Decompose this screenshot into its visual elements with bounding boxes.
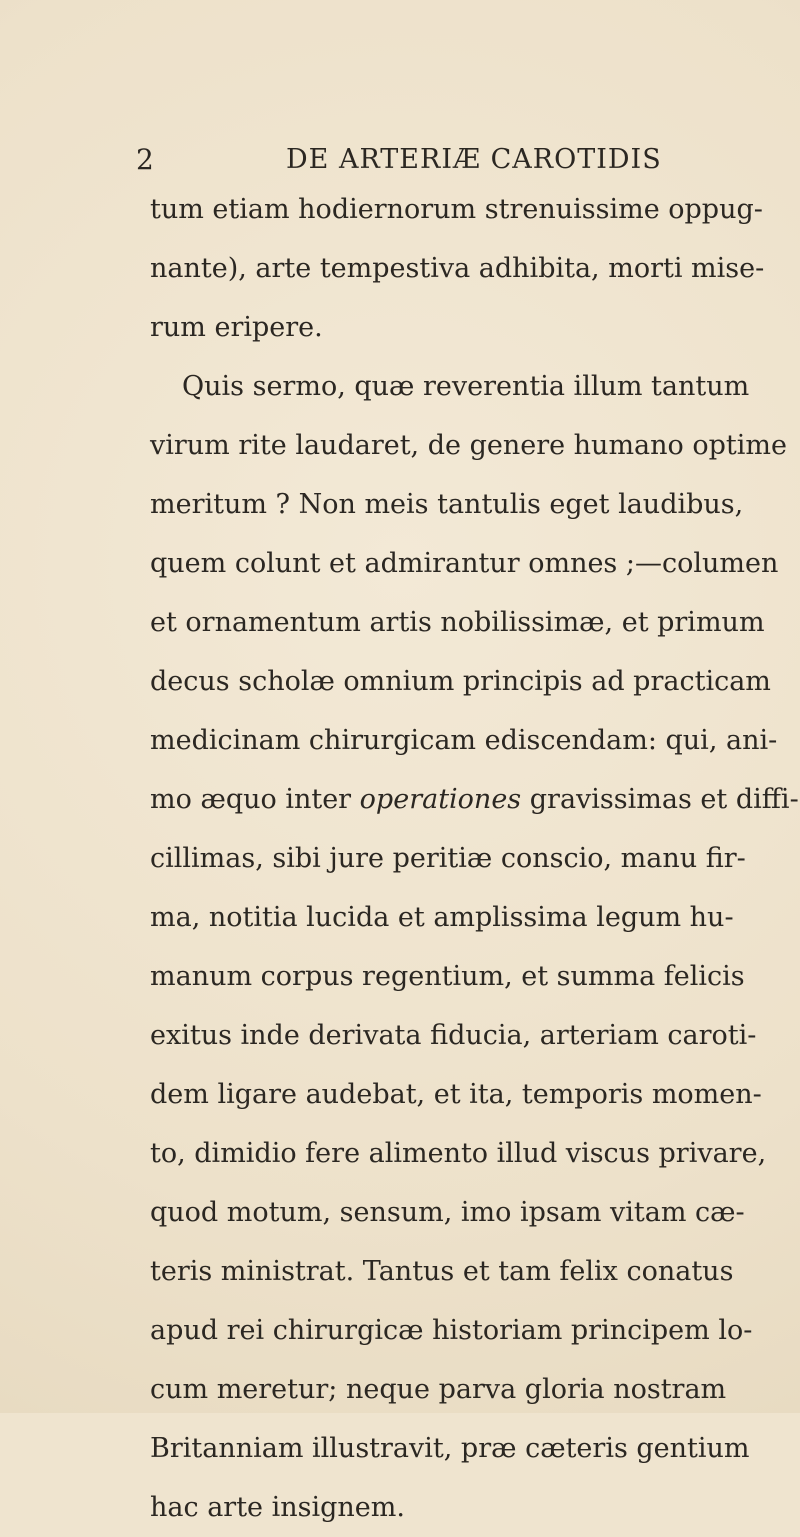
- text-line: [150, 770, 799, 829]
- text-line: decus scholæ omnium principis ad practicam: [150, 666, 771, 697]
- body-text: [150, 180, 799, 1537]
- text-line: nante), arte tempestiva adhibita, morti mise-: [150, 253, 765, 284]
- text-line: meritum ? Non meis tantulis eget laudibus,: [150, 489, 744, 520]
- paragraph-first-line: Quis sermo, quæ reverentia illum tantum: [182, 371, 750, 402]
- text-line: medicinam chirurgicam ediscendam: qui, ani-: [150, 725, 778, 756]
- text-line: et ornamentum artis nobilissimæ, et primum: [150, 607, 765, 638]
- text-line: quem colunt et admirantur omnes ;—columen: [150, 548, 779, 579]
- text-line: hac arte insignem.: [150, 1492, 405, 1523]
- text-line: teris ministrat. Tantus et tam felix conatus: [150, 1256, 734, 1287]
- italic-term: operationes: [359, 784, 522, 815]
- text-line: cillimas, sibi jure peritiæ conscio, manu fir-: [150, 843, 746, 874]
- text-line: cum meretur; neque parva gloria nostram: [150, 1374, 727, 1405]
- header-title: DE ARTERIÆ CAROTIDIS: [286, 144, 662, 175]
- text-line: to, dimidio fere alimento illud viscus privare,: [150, 1138, 767, 1169]
- text-line: rum eripere.: [150, 312, 323, 343]
- text-segment: mo æquo inter: [150, 784, 360, 815]
- text-line: virum rite laudaret, de genere humano optime: [150, 430, 787, 461]
- text-line: tum etiam hodiernorum strenuissime oppug-: [150, 194, 763, 225]
- text-line: manum corpus regentium, et summa felicis: [150, 961, 745, 992]
- text-line: apud rei chirurgicæ historiam principem lo-: [150, 1315, 753, 1346]
- running-head: [136, 140, 696, 180]
- page-number: 2: [136, 143, 154, 176]
- text-line: dem ligare audebat, et ita, temporis momen-: [150, 1079, 762, 1110]
- text-line: ma, notitia lucida et amplissima legum hu-: [150, 902, 734, 933]
- text-segment: gravissimas et diffi-: [521, 784, 799, 815]
- text-line: quod motum, sensum, imo ipsam vitam cæ-: [150, 1197, 745, 1228]
- text-line: exitus inde derivata fiducia, arteriam caroti-: [150, 1020, 757, 1051]
- text-line: Britanniam illustravit, præ cæteris gentium: [150, 1433, 750, 1464]
